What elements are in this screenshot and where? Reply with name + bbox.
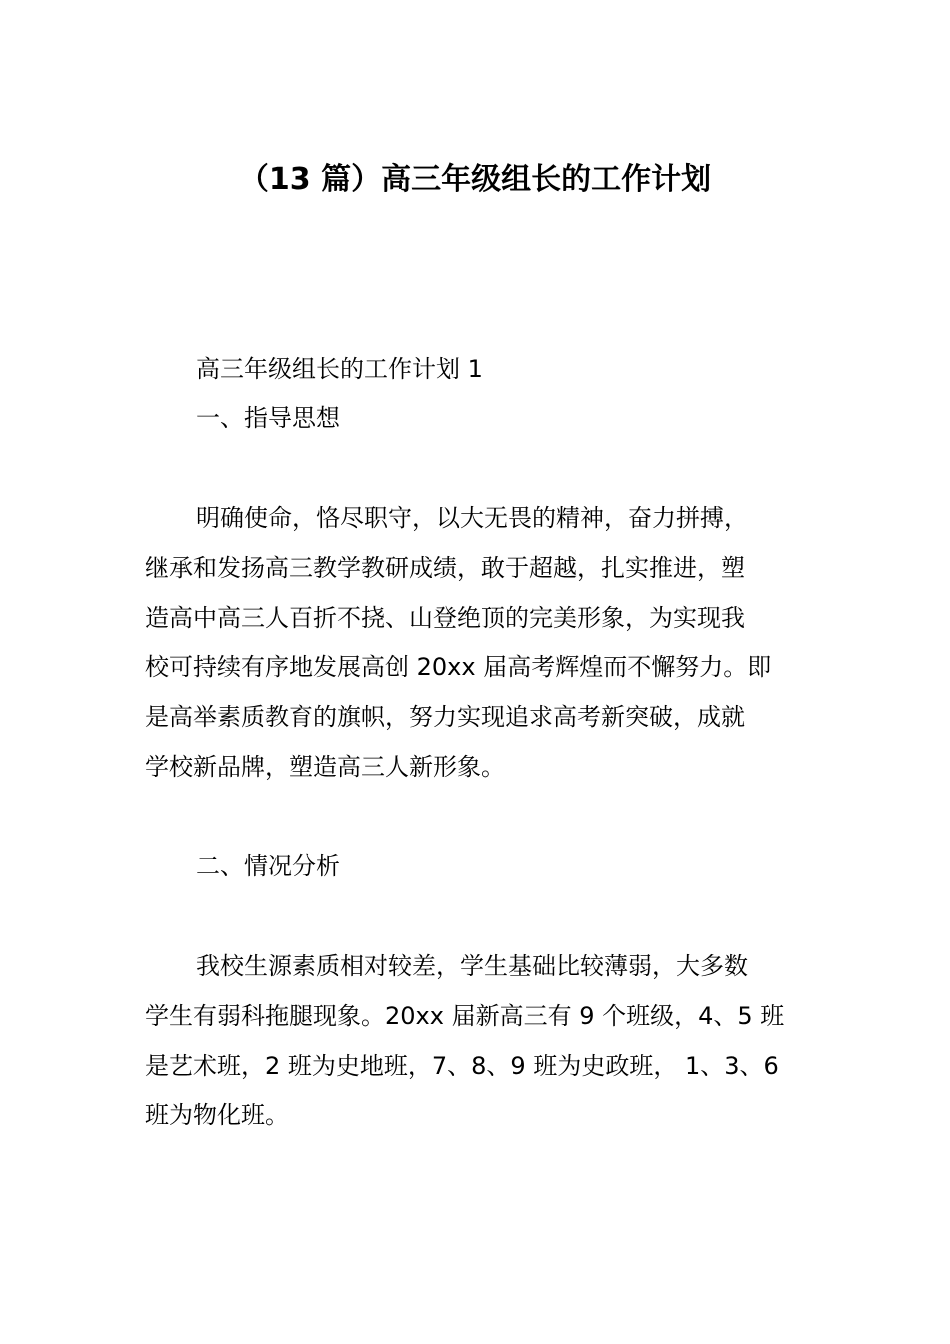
part2-heading: 二、情况分析 — [196, 852, 340, 880]
paragraph-line: 我校生源素质相对较差，学生基础比较薄弱，大多数 — [196, 952, 748, 980]
paragraph-line: 造高中高三人百折不挠、山登绝顶的完美形象，为实现我 — [145, 604, 745, 632]
paragraph-line: 校可持续有序地发展高创 20xx 届高考辉煌而不懈努力。即 — [145, 653, 772, 681]
paragraph-line: 学生有弱科拖腿现象。20xx 届新高三有 9 个班级，4、5 班 — [145, 1002, 785, 1030]
part1-heading: 一、指导思想 — [196, 404, 340, 432]
section-heading: 高三年级组长的工作计划 1 — [196, 355, 483, 383]
paragraph-line: 继承和发扬高三教学教研成绩，敢于超越，扎实推进，塑 — [145, 554, 745, 582]
paragraph-line: 班为物化班。 — [145, 1101, 289, 1129]
paragraph-line: 是高举素质教育的旗帜，努力实现追求高考新突破，成就 — [145, 703, 745, 731]
document-title: （13 篇）高三年级组长的工作计划 — [238, 162, 712, 197]
paragraph-line: 明确使命，恪尽职守，以大无畏的精神，奋力拼搏， — [196, 504, 748, 532]
paragraph-line: 是艺术班，2 班为史地班，7、8、9 班为史政班， 1、3、6 — [145, 1052, 779, 1080]
paragraph-line: 学校新品牌，塑造高三人新形象。 — [145, 753, 505, 781]
